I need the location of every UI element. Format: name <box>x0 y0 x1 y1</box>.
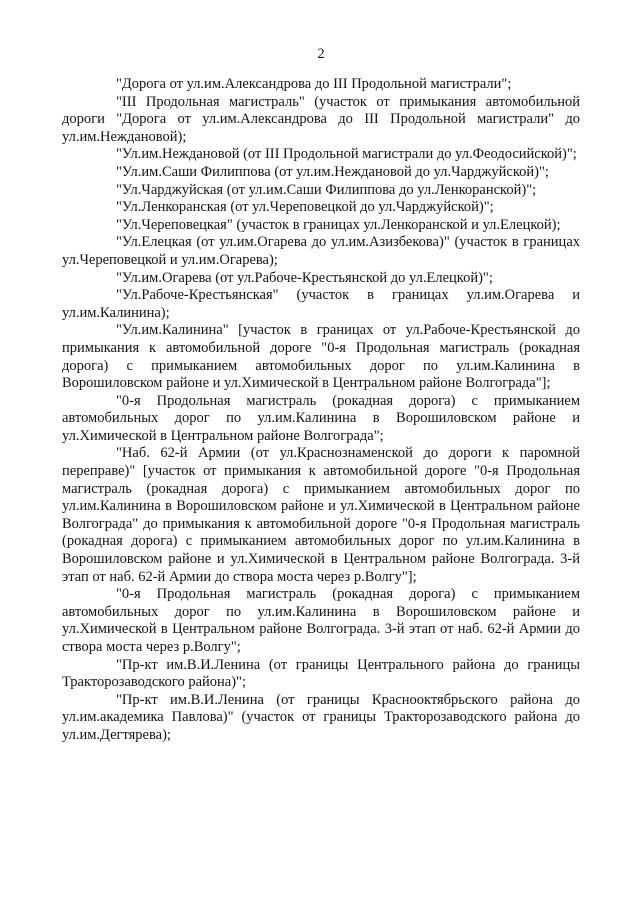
page-number: 2 <box>317 46 325 62</box>
paragraph-12: "0-я Продольная магистраль (рокадная дорога) с примыканием автомобильных дорог по ул.им.Калинина в Ворошиловском районе и ул.Химической в Центральном районе Волгограда"; <box>62 392 580 444</box>
paragraph-7: "Ул.Череповецкая" (участок в границах ул.Ленкоранской и ул.Елецкой); <box>116 216 561 233</box>
paragraph-16: "Пр-кт им.В.И.Ленина (от границы Краснооктябрьского района до ул.им.академика Павлова)" (участок от границы Тракторозаводского района до ул.им.Дегтярева); <box>62 691 580 743</box>
paragraph-2: "III Продольная магистраль" (участок от примыкания автомобильной дороги "Дорога от ул.им.Александрова до III Продольной магистрали" до ул.им.Неждановой); <box>62 93 580 145</box>
paragraph-9: "Ул.им.Огарева (от ул.Рабоче-Крестьянской до ул.Елецкой)"; <box>116 269 493 286</box>
paragraph-8: "Ул.Елецкая (от ул.им.Огарева до ул.им.Азизбекова)" (участок в границах ул.Череповецкой и ул.им.Огарева); <box>62 234 580 268</box>
paragraph-5: "Ул.Чарджуйская (от ул.им.Саши Филиппова до ул.Ленкоранской)"; <box>116 181 537 198</box>
paragraph-6: "Ул.Ленкоранская (от ул.Череповецкой до ул.Чарджуйской)"; <box>116 199 494 216</box>
paragraph-14: "0-я Продольная магистраль (рокадная дорога) с примыканием автомобильных дорог по ул.им.Калинина в Ворошиловском районе и ул.Химической в Центральном районе Волгограда. 3-й этап от наб. 62-й Армии до створа моста через р.Волгу"; <box>62 586 580 655</box>
paragraph-1: "Дорога от ул.им.Александрова до III Продольной магистрали"; <box>116 76 512 92</box>
paragraph-3: "Ул.им.Неждановой (от III Продольной магистрали до ул.Феодосийской)"; <box>116 146 577 163</box>
paragraph-10: "Ул.Рабоче-Крестьянская" (участок в границах ул.им.Огарева и ул.им.Калинина); <box>62 287 580 321</box>
document-body <box>62 76 580 745</box>
paragraph-4: "Ул.им.Саши Филиппова (от ул.им.Неждановой до ул.Чарджуйской)"; <box>116 163 549 180</box>
paragraph-11: "Ул.им.Калинина" [участок в границах от ул.Рабоче-Крестьянской до примыкания к автомобильной дороге "0-я Продольная магистраль (рокадная дорога) с примыканием автомобильных дорог по ул.им.Калинина в Ворошиловском районе и ул.Химической в Центральном районе Волгограда"]; <box>62 322 580 392</box>
paragraph-13: "Наб. 62-й Армии (от ул.Краснознаменской до дороги к паромной переправе)" [участок от примыкания к автомобильной дороге "0-я Продольная магистраль (рокадная дорога) с примыканием автомобильных дорог по ул.им.Калинина в Ворошиловском районе и ул.Химической в Центральном районе Волгограда" до примыкания к автомобильной дороге "0-я Продольная магистраль (рокадная дорога) с примыканием автомобильных дорог по ул.им.Калинина в Ворошиловском районе и ул.Химической в Центральном районе Волгограда. 3-й этап от наб. 62-й Армии до створа моста через р.Волгу"]; <box>62 445 580 585</box>
paragraph-15: "Пр-кт им.В.И.Ленина (от границы Центрального района до границы Тракторозаводского района)"; <box>62 656 580 691</box>
